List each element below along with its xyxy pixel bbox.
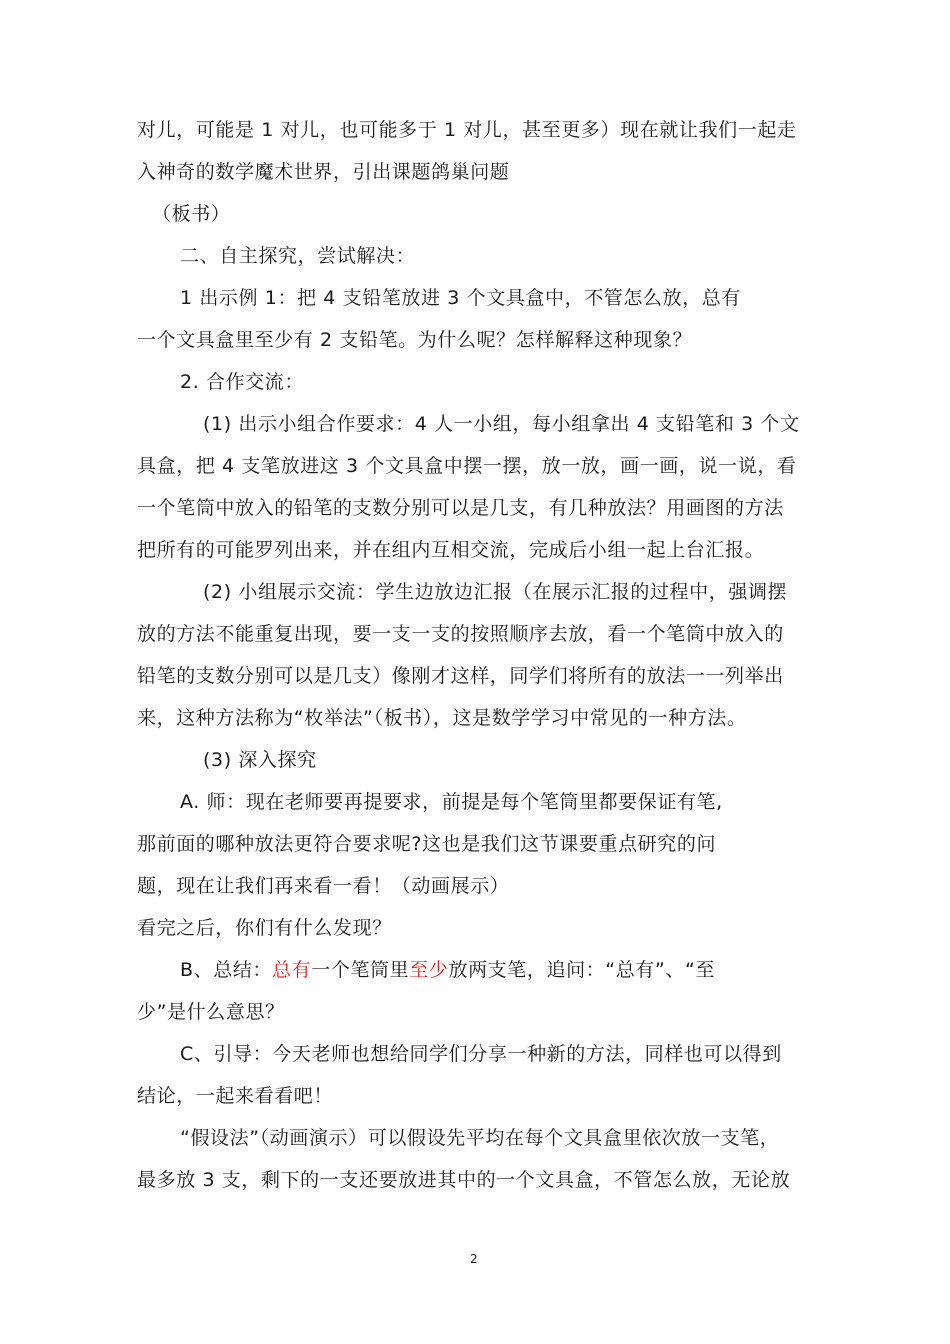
- paragraph-line: 结论，一起来看看吧！: [137, 1085, 334, 1107]
- paragraph-line: 入神奇的数学魔术世界，引出课题鸽巢问题: [137, 161, 510, 183]
- paragraph-line: 1 出示例 1：把 4 支铅笔放进 3 个文具盒中，不管怎么放，总有: [180, 287, 741, 309]
- paragraph-line: (2) 小组展示交流：学生边放边汇报（在展示汇报的过程中，强调摆: [203, 581, 788, 603]
- paragraph-line: 那前面的哪种放法更符合要求呢?这也是我们这节课要重点研究的问: [137, 833, 717, 855]
- page-number: 2: [470, 1252, 478, 1266]
- paragraph-line: 具盒，把 4 支笔放进这 3 个文具盒中摆一摆，放一放，画一画，说一说，看: [137, 455, 797, 477]
- paragraph-line: 一个笔筒中放入的铅笔的支数分别可以是几支，有几种放法？用画图的方法: [137, 497, 784, 519]
- paragraph-line: 放的方法不能重复出现，要一支一支的按照顺序去放，看一个笔筒中放入的: [137, 623, 784, 645]
- paragraph-line: 一个文具盒里至少有 2 支铅笔。为什么呢？怎样解释这种现象？: [137, 329, 693, 351]
- paragraph-line: 题，现在让我们再来看一看！（动画展示）: [137, 875, 510, 897]
- paragraph-line: A. 师：现在老师要再提要求，前提是每个笔筒里都要保证有笔,: [180, 791, 723, 813]
- summary-mid: 一个笔筒里: [311, 959, 410, 981]
- subsection-heading: 2. 合作交流：: [180, 371, 304, 393]
- paragraph-line: 对儿，可能是 1 对儿，也可能多于 1 对儿，甚至更多）现在就让我们一起走: [137, 119, 797, 141]
- paragraph-line: 看完之后，你们有什么发现？: [137, 917, 392, 939]
- board-note: （板书）: [152, 203, 231, 225]
- subsection-heading: (3) 深入探究: [203, 749, 317, 771]
- summary-prefix: B、总结：: [180, 959, 273, 981]
- paragraph-line: 最多放 3 支，剩下的一支还要放进其中的一个文具盒，不管怎么放，无论放: [137, 1169, 791, 1191]
- paragraph-line: 铅笔的支数分别可以是几支）像刚才这样，同学们将所有的放法一一列举出: [137, 665, 784, 687]
- paragraph-line: 来，这种方法称为“枚举法”（板书），这是数学学习中常见的一种方法。: [137, 707, 747, 729]
- emphasis-at-least: 至少: [409, 959, 449, 981]
- paragraph-line: 少”是什么意思？: [137, 1001, 285, 1023]
- paragraph-line: “假设法”（动画演示）可以假设先平均在每个文具盒里依次放一支笔，: [180, 1127, 780, 1149]
- emphasis-always: 总有: [272, 959, 312, 981]
- paragraph-line: 把所有的可能罗列出来，并在组内互相交流，完成后小组一起上台汇报。: [137, 539, 765, 561]
- section-heading: 二、自主探究，尝试解决：: [180, 245, 416, 267]
- paragraph-line: (1) 出示小组合作要求：4 人一小组，每小组拿出 4 支铅笔和 3 个文: [203, 413, 800, 435]
- paragraph-line: C、引导：今天老师也想给同学们分享一种新的方法，同样也可以得到: [180, 1043, 782, 1065]
- summary-suffix: 放两支笔，追问：“总有”、“至: [448, 959, 715, 981]
- summary-line: [180, 958, 715, 982]
